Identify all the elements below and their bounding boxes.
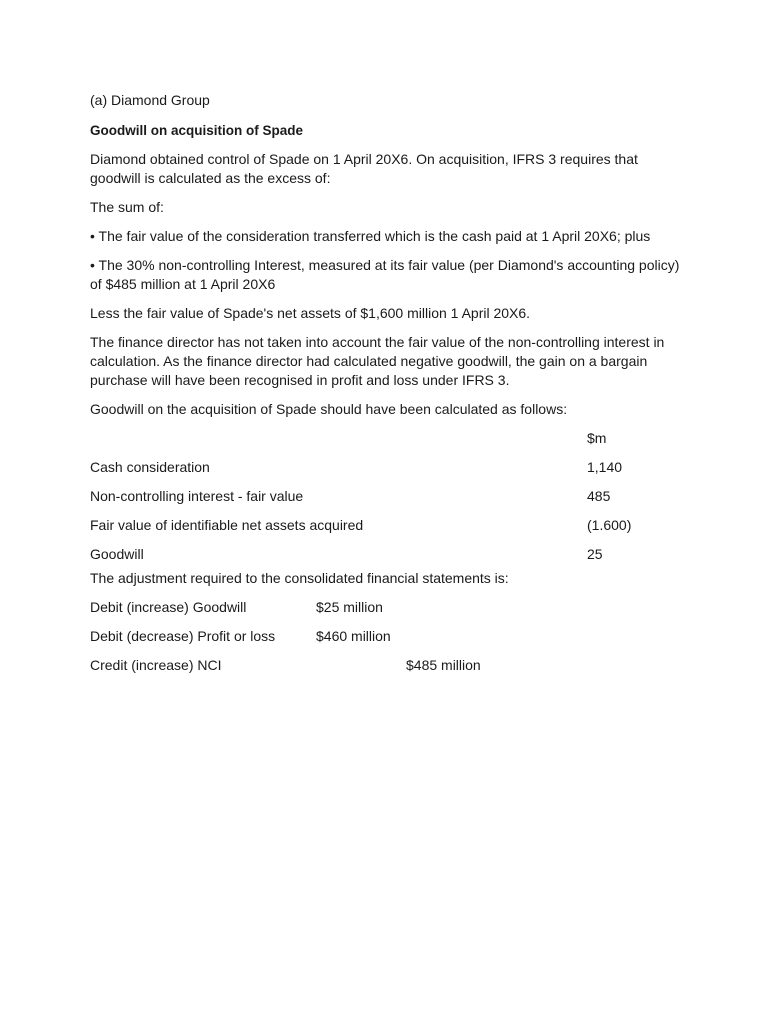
table-row xyxy=(90,487,690,506)
table-header-row xyxy=(90,429,690,448)
row-amount: 25 xyxy=(587,546,603,562)
journal-entry xyxy=(90,598,690,617)
section-heading: (a) Diamond Group xyxy=(90,92,210,108)
bullet-nci: • The 30% non-controlling Interest, measured at its fair value (per Diamond's accounting policy) of $485 million at 1 April 20X6 xyxy=(90,257,680,292)
entry-label: Debit (increase) Goodwill xyxy=(90,599,247,615)
bullet-consideration: • The fair value of the consideration transferred which is the cash paid at 1 April 20X6; plus xyxy=(90,228,651,244)
entry-label: Debit (decrease) Profit or loss xyxy=(90,628,276,644)
row-amount: 1,140 xyxy=(587,459,623,475)
sum-of-paragraph: The sum of: xyxy=(90,199,164,215)
table-row xyxy=(90,458,690,477)
table-row xyxy=(90,545,690,564)
entry-debit: $25 million xyxy=(316,599,383,615)
entry-debit: $460 million xyxy=(316,628,391,644)
table-row xyxy=(90,516,690,535)
entry-credit: $485 million xyxy=(406,657,481,673)
row-label: Non-controlling interest - fair value xyxy=(90,488,304,504)
currency-header: $m xyxy=(587,430,607,446)
less-net-assets-paragraph: Less the fair value of Spade's net assets of $1,600 million 1 April 20X6. xyxy=(90,305,531,321)
goodwill-table xyxy=(90,429,690,564)
finance-director-paragraph: The finance director has not taken into account the fair value of the non-controlling interest in calculation. As the finance director had calculated negative goodwill, the gain on a bargain purchase will have been recognised in profit and loss under IFRS 3. xyxy=(90,334,665,388)
row-amount: (1.600) xyxy=(587,517,632,533)
calculation-intro: Goodwill on the acquisition of Spade should have been calculated as follows: xyxy=(90,401,568,417)
subheading: Goodwill on acquisition of Spade xyxy=(90,123,304,138)
row-label: Cash consideration xyxy=(90,459,210,475)
journal-entry xyxy=(90,656,690,675)
row-label: Fair value of identifiable net assets acquired xyxy=(90,517,364,533)
adjustment-intro: The adjustment required to the consolidated financial statements is: xyxy=(90,570,509,586)
entry-label: Credit (increase) NCI xyxy=(90,657,222,673)
journal-entries xyxy=(90,598,690,675)
intro-paragraph: Diamond obtained control of Spade on 1 April 20X6. On acquisition, IFRS 3 requires that goodwill is calculated as the excess of: xyxy=(90,151,638,186)
document-body xyxy=(90,91,690,685)
row-amount: 485 xyxy=(587,488,611,504)
journal-entry xyxy=(90,627,690,646)
row-label: Goodwill xyxy=(90,546,144,562)
